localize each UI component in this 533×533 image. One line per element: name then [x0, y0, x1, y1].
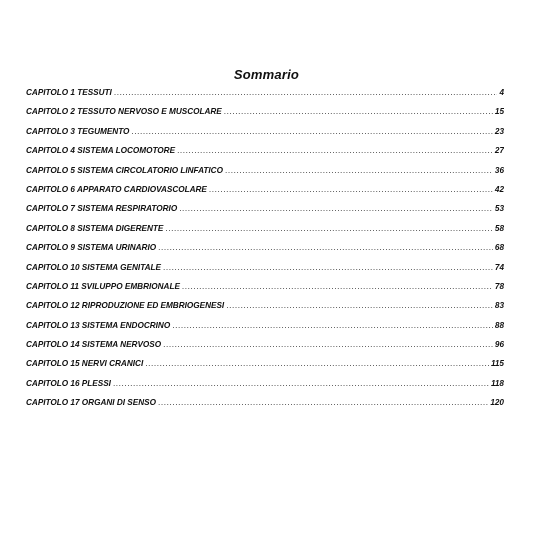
toc-entry-label: CAPITOLO 15 NERVI CRANICI	[26, 359, 144, 369]
toc-entry-page: 27	[494, 146, 504, 156]
toc-entry-page: 120	[490, 398, 504, 408]
toc-entry-label: CAPITOLO 16 PLESSI	[26, 378, 111, 388]
toc-entry-label: CAPITOLO 13 SISTEMA ENDOCRINO	[26, 320, 171, 330]
toc-dot-leader	[182, 282, 493, 291]
toc-entry[interactable]	[26, 321, 504, 340]
toc-dot-leader	[226, 301, 493, 310]
toc-entry-page: 88	[494, 320, 504, 330]
toc-entry-label: CAPITOLO 1 TESSUTI	[26, 88, 112, 97]
toc-entry-page: 115	[490, 359, 504, 369]
toc-entry-label: CAPITOLO 17 ORGANI DI SENSO	[26, 398, 156, 408]
toc-entry[interactable]	[26, 263, 504, 282]
toc-entry-page: 36	[494, 165, 504, 175]
toc-entry-page: 118	[490, 378, 504, 388]
toc-dot-leader	[163, 340, 493, 349]
toc-dot-leader	[145, 359, 489, 368]
toc-entry-label: CAPITOLO 10 SISTEMA GENITALE	[26, 262, 161, 272]
toc-entry[interactable]	[26, 204, 504, 223]
toc-dot-leader	[158, 398, 488, 407]
toc-entry[interactable]	[26, 185, 504, 204]
toc-entry-page: 68	[494, 243, 504, 253]
toc-dot-leader	[224, 107, 493, 116]
toc-entry-label: CAPITOLO 3 TEGUMENTO	[26, 126, 130, 136]
toc-entry-label: CAPITOLO 4 SISTEMA LOCOMOTORE	[26, 146, 176, 156]
toc-entry-label: CAPITOLO 7 SISTEMA RESPIRATORIO	[26, 204, 178, 214]
toc-entry-label: CAPITOLO 11 SVILUPPO EMBRIONALE	[26, 281, 180, 291]
toc-entry[interactable]	[26, 301, 504, 320]
toc-entry[interactable]	[26, 127, 504, 146]
toc-entry[interactable]	[26, 146, 504, 165]
toc-entry-page: 78	[494, 281, 504, 291]
toc-dot-leader	[158, 243, 493, 252]
toc-dot-leader	[131, 127, 492, 136]
toc-entry[interactable]	[26, 88, 504, 107]
toc-dot-leader	[165, 224, 493, 233]
toc-dot-leader	[225, 166, 493, 175]
toc-entry-label: CAPITOLO 6 APPARATO CARDIOVASCOLARE	[26, 184, 207, 194]
toc-entry-page: 42	[494, 184, 504, 194]
toc-dot-leader	[179, 204, 493, 213]
toc-entry-page: 58	[494, 223, 504, 233]
toc-dot-leader	[177, 146, 493, 155]
toc-entry-label: CAPITOLO 9 SISTEMA URINARIO	[26, 243, 157, 253]
toc-dot-leader	[209, 185, 493, 194]
toc-entry-label: CAPITOLO 8 SISTEMA DIGERENTE	[26, 223, 164, 233]
toc-entry[interactable]	[26, 107, 504, 126]
toc-entry[interactable]	[26, 224, 504, 243]
toc-entry[interactable]	[26, 243, 504, 262]
toc-entry-page: 23	[494, 126, 504, 136]
toc-entry-page: 4	[499, 88, 504, 97]
toc-entry-page: 15	[494, 107, 504, 117]
toc-entry[interactable]	[26, 359, 504, 378]
toc-title: Sommario	[233, 67, 300, 82]
toc-entry-label: CAPITOLO 12 RIPRODUZIONE ED EMBRIOGENESI	[26, 301, 225, 311]
toc-entry[interactable]	[26, 398, 504, 417]
toc-entry-label: CAPITOLO 2 TESSUTO NERVOSO E MUSCOLARE	[26, 107, 222, 117]
toc-entry-label: CAPITOLO 14 SISTEMA NERVOSO	[26, 340, 162, 350]
toc-entry-page: 83	[494, 301, 504, 311]
toc-entry[interactable]	[26, 340, 504, 359]
toc-entry[interactable]	[26, 282, 504, 301]
toc-entry-page: 96	[494, 340, 504, 350]
toc-list	[26, 88, 504, 418]
toc-entry[interactable]	[26, 166, 504, 185]
toc-dot-leader	[172, 321, 493, 330]
toc-dot-leader	[163, 263, 493, 272]
toc-dot-leader	[114, 88, 498, 97]
toc-dot-leader	[113, 379, 489, 388]
toc-entry-page: 74	[494, 262, 504, 272]
toc-entry[interactable]	[26, 379, 504, 398]
toc-entry-page: 53	[494, 204, 504, 214]
toc-entry-label: CAPITOLO 5 SISTEMA CIRCOLATORIO LINFATICO	[26, 165, 223, 175]
